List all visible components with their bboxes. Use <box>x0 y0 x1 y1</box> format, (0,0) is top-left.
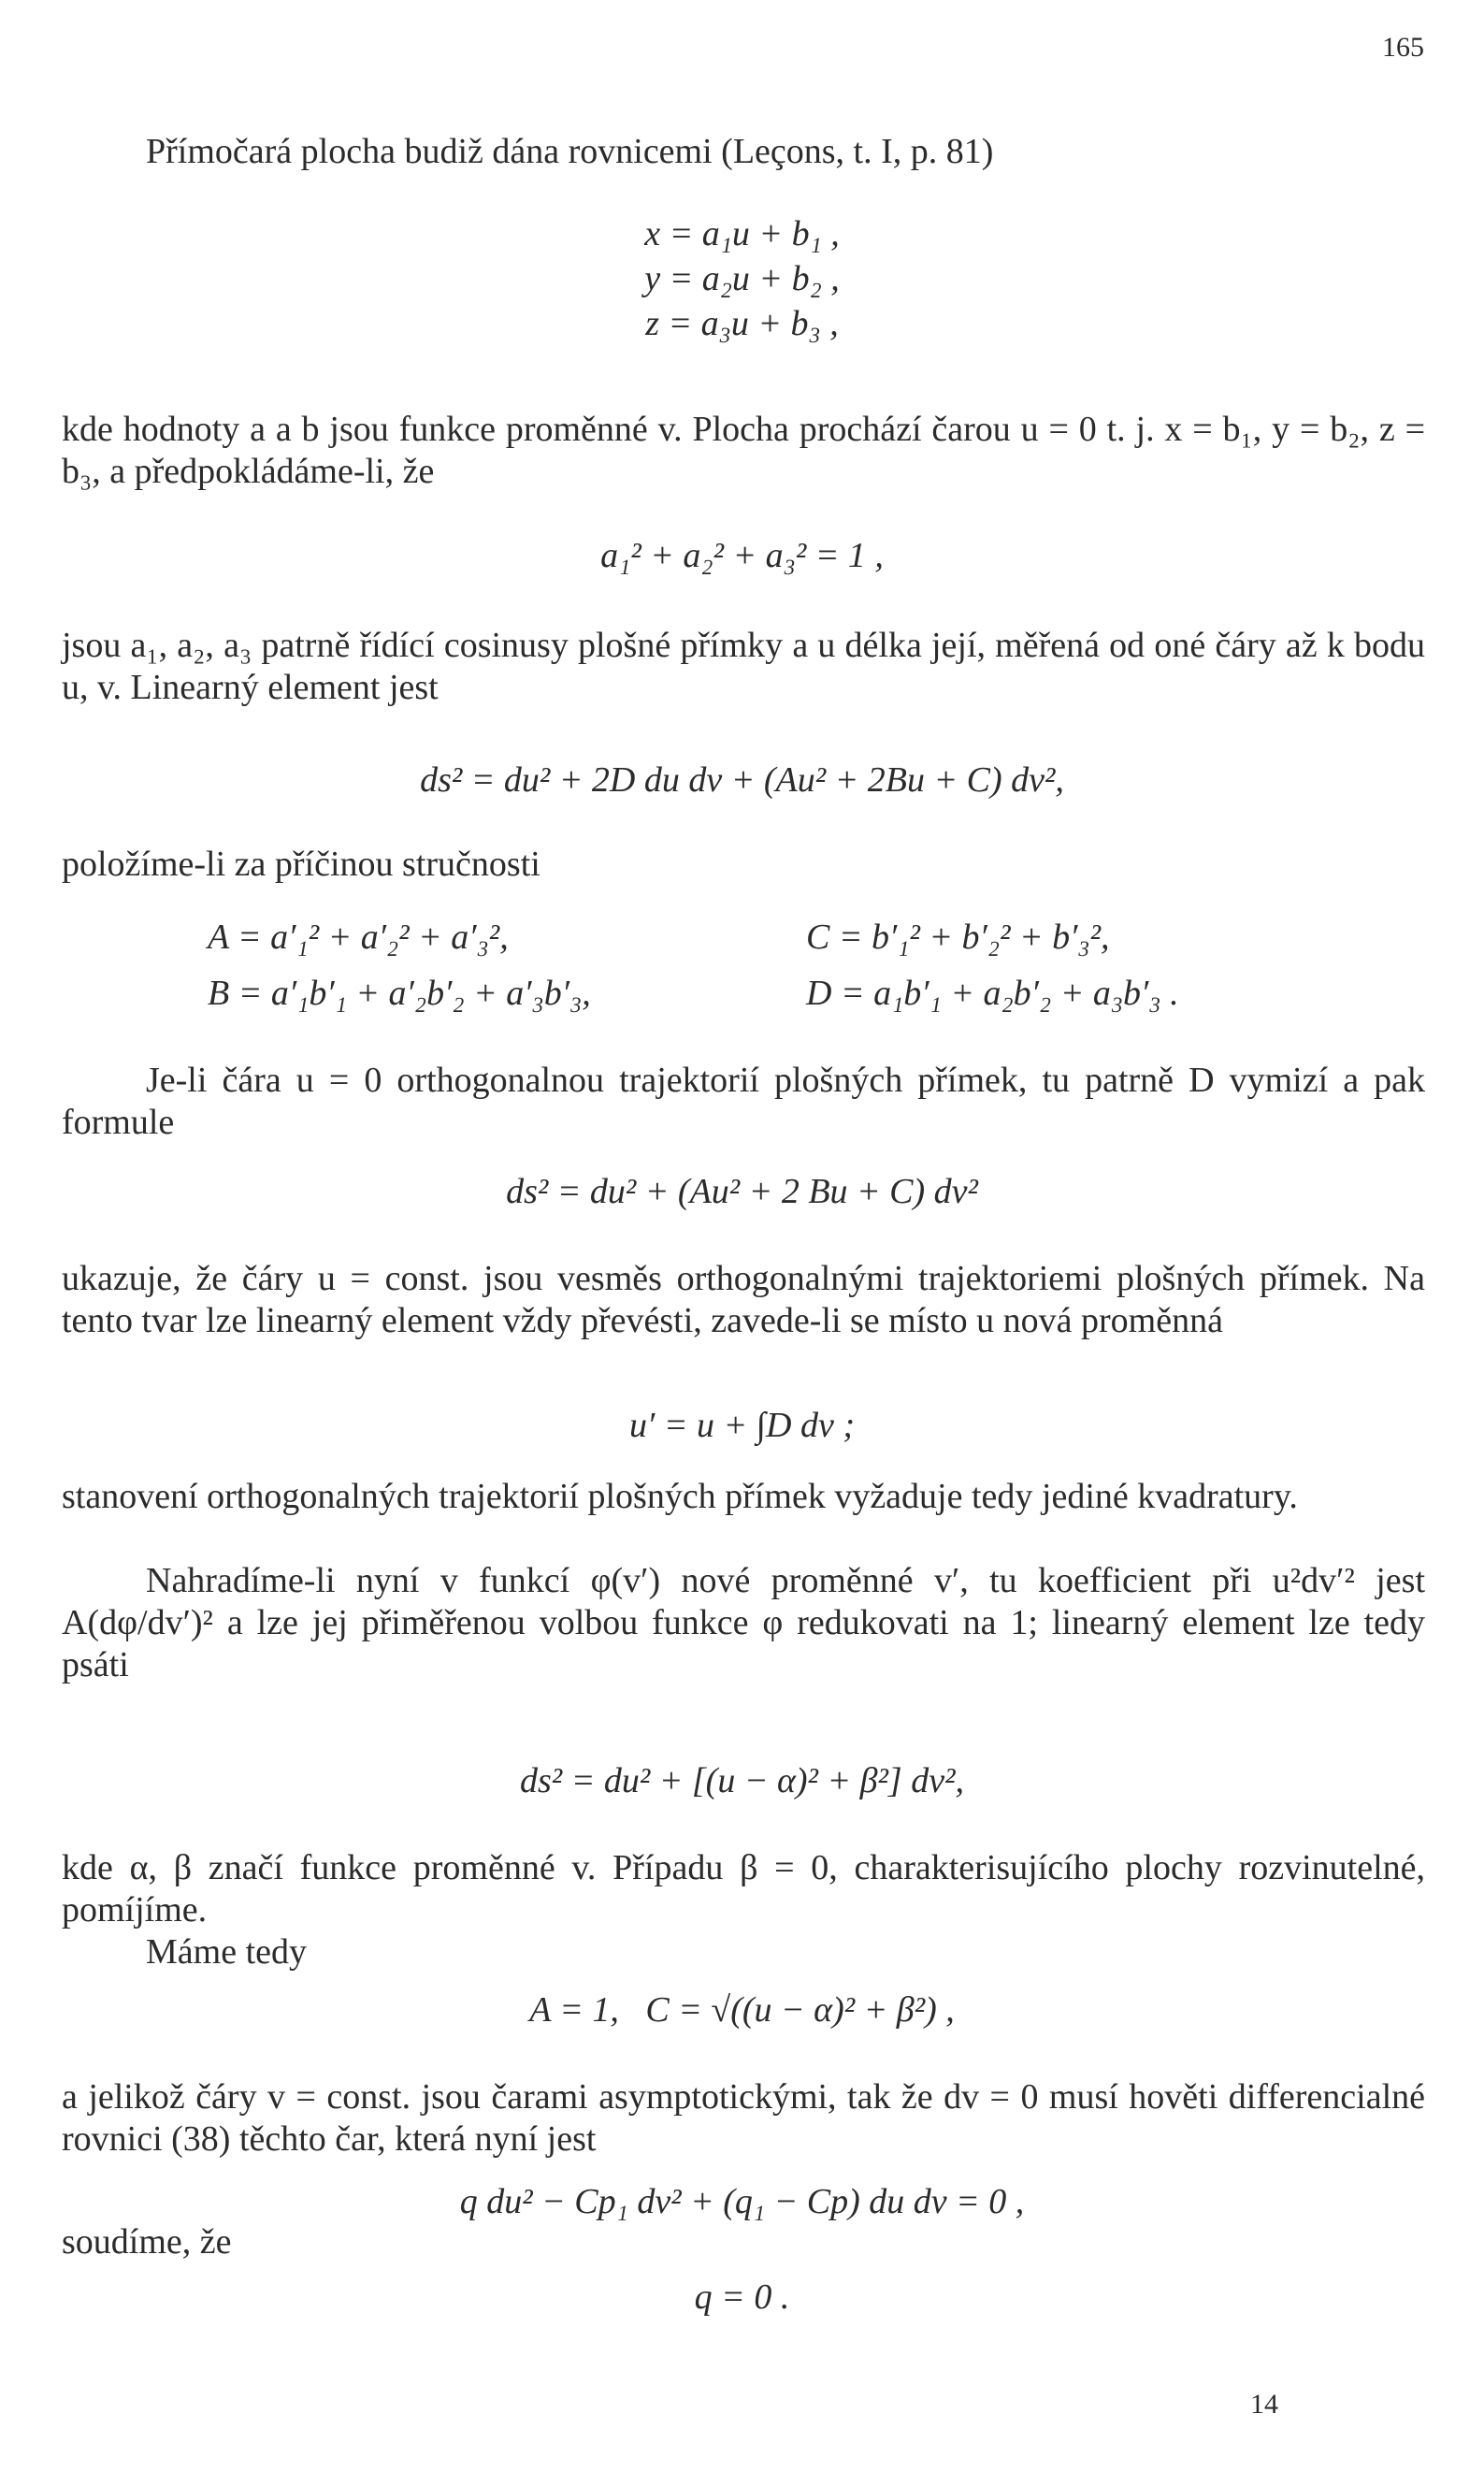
equation-A: A = a′₁² + a′₂² + a′₃², <box>208 918 509 957</box>
paragraph-nahradime: Nahradíme-li nyní v funkcí φ(v′) nové proměnné v′, tu koefficient při u²dv′² jest A(dφ/dv′)² a lze jej přiměřenou volbou funkce φ redukovati na 1; linearný element lze tedy psáti <box>62 1561 1425 1684</box>
equation-y: y = a₂u + b₂ , <box>644 259 840 298</box>
equation-asymptotic: q du² − Cp₁ dv² + (q₁ − Cp) du dv = 0 , <box>459 2182 1025 2221</box>
paragraph-mame-tedy: Máme tedy <box>146 1932 308 1972</box>
paragraph-soudime: soudíme, že <box>62 2222 232 2262</box>
equation-B: B = a′₁b′₁ + a′₂b′₂ + a′₃b′₃, <box>208 974 591 1013</box>
equation-q-zero: q = 0 . <box>694 2277 790 2317</box>
equation-D: D = a₁b′₁ + a₂b′₂ + a₃b′₃ . <box>806 974 1179 1013</box>
paragraph-ukazuje: ukazuje, že čáry u = const. jsou vesměs orthogonalnými trajektoriemi plošných přímek. Na tento tvar lze linearný element vždy převésti, zavede-li se místo u nová proměnná <box>62 1259 1425 1340</box>
paragraph-polozime: položíme-li za příčinou stručnosti <box>62 845 540 884</box>
paragraph-intro: Přímočará plocha budiž dána rovnicemi (Leçons, t. I, p. 81) <box>146 132 994 171</box>
equation-C: C = b′₁² + b′₂² + b′₃², <box>806 918 1110 957</box>
equation-x: x = a₁u + b₁ , <box>644 214 840 253</box>
page-number: 165 <box>1382 32 1424 63</box>
equation-orthogonal-element: ds² = du² + (Au² + 2 Bu + C) dv² <box>506 1172 978 1211</box>
equation-reduced-element: ds² = du² + [(u − α)² + β²] dv², <box>520 1761 964 1800</box>
signature-mark: 14 <box>1250 2389 1278 2420</box>
paragraph-kde-hodnoty: kde hodnoty a a b jsou funkce proměnné v. Plocha prochází čarou u = 0 t. j. x = b₁, y = b₂, z = b₃, a předpokládáme-li, že <box>62 410 1425 491</box>
equation-linear-element: ds² = du² + 2D du dv + (Au² + 2Bu + C) dv², <box>420 760 1064 800</box>
paragraph-je-li: Je-li čára u = 0 orthogonalnou trajektorií plošných přímek, tu patrně D vymizí a pak formule <box>62 1061 1425 1142</box>
paragraph-kde-alpha-beta: kde α, β značí funkce proměnné v. Případu β = 0, charakterisujícího plochy rozvinutelné, pomíjíme. <box>62 1848 1425 1930</box>
paragraph-jelikoz: a jelikož čáry v = const. jsou čarami asymptotickými, tak že dv = 0 musí hověti differencialné rovnici (38) těchto čar, která nyní jest <box>62 2077 1425 2159</box>
equation-z: z = a₃u + b₃ , <box>645 304 839 343</box>
paragraph-jsou: jsou a₁, a₂, a₃ patrně řídící cosinusy plošné přímky a u délka její, měřená od oné čáry až k bodu u, v. Linearný element jest <box>62 626 1425 707</box>
equation-A-C: A = 1, C = √((u − α)² + β²) , <box>529 1990 955 2030</box>
equation-system-xyz <box>0 211 1484 346</box>
equation-new-variable: u′ = u + ∫D dv ; <box>629 1406 855 1445</box>
paragraph-stanoveni: stanovení orthogonalných trajektorií plošných přímek vyžaduje tedy jediné kvadratury. <box>62 1477 1298 1516</box>
equation-cosines: a₁² + a₂² + a₃² = 1 , <box>600 536 884 575</box>
